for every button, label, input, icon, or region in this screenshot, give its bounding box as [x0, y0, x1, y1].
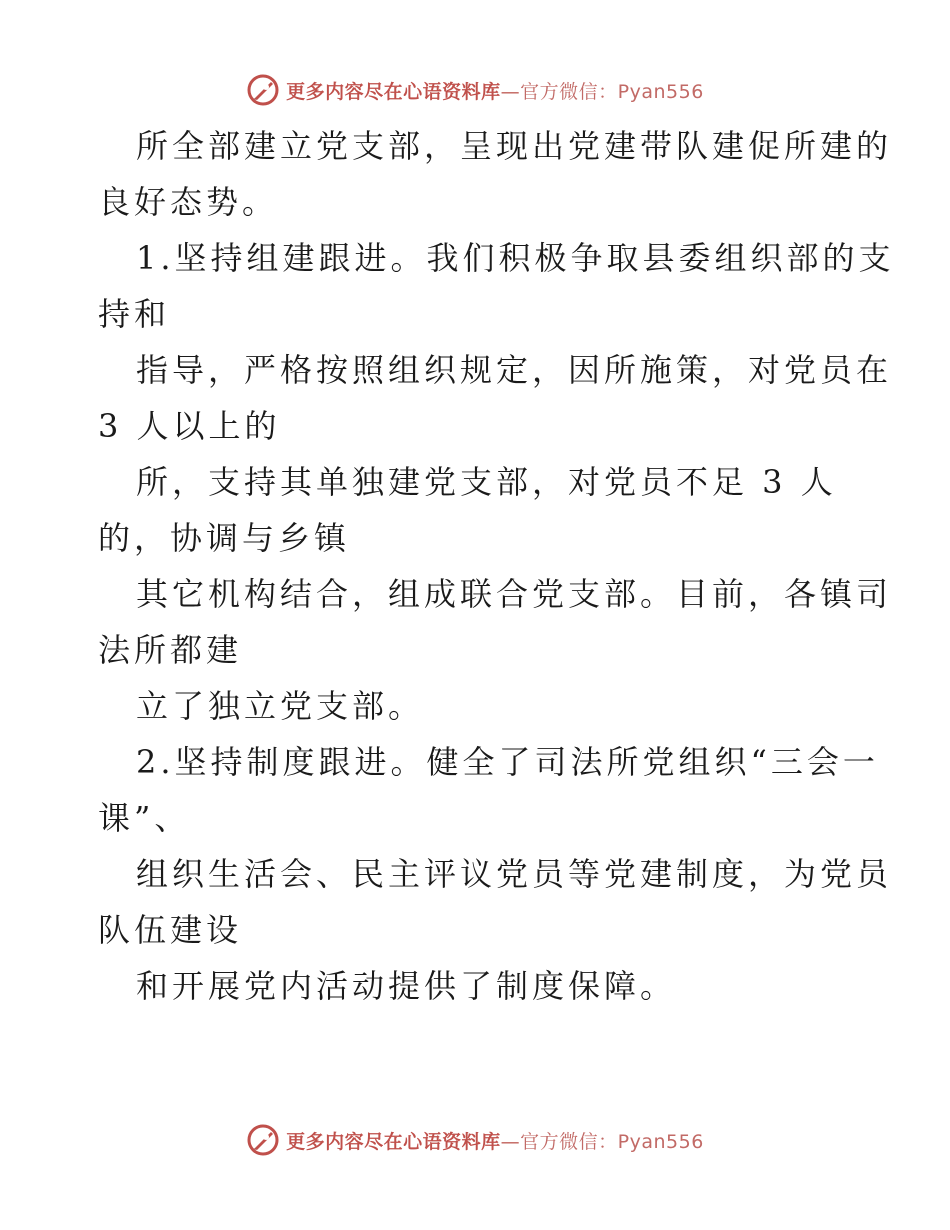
- text-line: 所，支持其单独建党支部，对党员不足 3 人: [136, 463, 837, 501]
- watermark-account: 官方微信：Pyan556: [520, 1130, 704, 1153]
- text-line: 良好态势。: [98, 183, 279, 221]
- text-line: 的，协调与乡镇: [98, 519, 351, 557]
- watermark-separator: —: [500, 1130, 521, 1153]
- text-line: 立了独立党支部。: [136, 687, 425, 725]
- text-line: 队伍建设: [98, 911, 243, 949]
- watermark-brand: 更多内容尽在心语资料库: [286, 1130, 501, 1153]
- text-line: 法所都建: [98, 631, 243, 669]
- text-line: 所全部建立党支部，呈现出党建带队建促所建的: [136, 127, 893, 165]
- text-line: 持和: [98, 295, 171, 333]
- text-line: 1.坚持组建跟进。我们积极争取县委组织部的支: [136, 239, 895, 277]
- document-body: [98, 118, 895, 1014]
- quill-logo-icon: [246, 73, 280, 107]
- text-line: 课”、: [98, 799, 191, 837]
- footer-watermark: [0, 1120, 950, 1160]
- watermark-text: [286, 77, 704, 104]
- watermark-text: [286, 1127, 704, 1154]
- text-line: 组织生活会、民主评议党员等党建制度，为党员: [136, 855, 893, 893]
- quill-logo-icon: [246, 1123, 280, 1157]
- text-line: 其它机构结合，组成联合党支部。目前，各镇司: [136, 575, 893, 613]
- text-line: 指导，严格按照组织规定，因所施策，对党员在: [136, 351, 893, 389]
- text-line: 2.坚持制度跟进。健全了司法所党组织“三会一: [136, 743, 879, 781]
- watermark-brand: 更多内容尽在心语资料库: [286, 80, 501, 103]
- header-watermark: [0, 70, 950, 110]
- text-line: 和开展党内活动提供了制度保障。: [136, 967, 677, 1005]
- watermark-separator: —: [500, 80, 521, 103]
- watermark-account: 官方微信：Pyan556: [520, 80, 704, 103]
- text-line: 3 人以上的: [98, 407, 281, 445]
